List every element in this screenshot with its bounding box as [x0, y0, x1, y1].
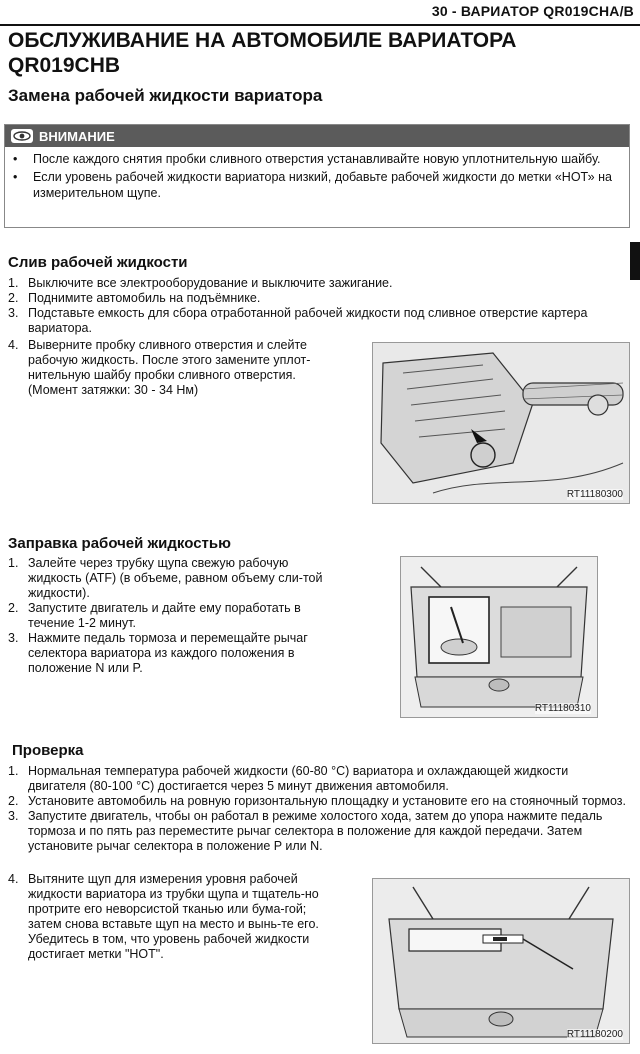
- figure-code: RT11180200: [566, 1029, 623, 1040]
- warning-list: [5, 151, 629, 201]
- drain-steps-full: [8, 276, 628, 336]
- page-header: [0, 0, 640, 26]
- check-section-title: Проверка: [12, 742, 84, 759]
- drain-section-title: Слив рабочей жидкости: [8, 254, 188, 271]
- list-item: 1. Залейте через трубку щупа свежую рабочую жидкость (ATF) (в объеме, равном объему сли-той жидкости).: [8, 556, 323, 600]
- warning-label: ВНИМАНИЕ: [39, 128, 115, 144]
- page-running-head: 30 - ВАРИАТОР QR019CHA/B: [431, 3, 634, 19]
- page-title: ОБСЛУЖИВАНИЕ НА АВТОМОБИЛЕ ВАРИАТОРА QR019CHB: [8, 29, 517, 77]
- warning-box: [4, 124, 630, 228]
- check-steps-full: [8, 764, 626, 854]
- list-item: 2. Запустите двигатель и дайте ему поработать в течение 1-2 минут.: [8, 601, 301, 630]
- list-item: 3. Запустите двигатель, чтобы он работал в режиме холостого хода, затем до упора нажмите педаль тормоза и по пять раз переместите рычаг селектора в положение для каждой передачи. Затем установите рычаг селектора в положение P или N.: [8, 809, 603, 853]
- list-item: 3. Подставьте емкость для сбора отработанной рабочей жидкости под сливное отверстие картера вариатора.: [8, 306, 588, 335]
- transmission-underside-drawing: [373, 343, 629, 503]
- warning-item: • Если уровень рабочей жидкости вариатора низкий, добавьте рабочей жидкости до метки «НОТ» на измерительном щупе.: [13, 170, 612, 200]
- section-subtitle: Замена рабочей жидкости вариатора: [8, 86, 323, 105]
- list-item: 2. Установите автомобиль на ровную горизонтальную площадку и установите его на стояночный тормоз.: [8, 794, 626, 808]
- eye-icon: [11, 129, 33, 143]
- chapter-tab-marker: [630, 242, 640, 280]
- list-item: 4. Вытяните щуп для измерения уровня рабочей жидкости вариатора из трубки щупа и тщатель-но протрите его неворсистой тканью или бума-гой; затем снова вставьте щуп на место и вынь-те его. Убедитесь в том, что уровень рабочей жидкости достигает метки "НОТ".: [8, 872, 319, 961]
- list-item: 4. Выверните пробку сливного отверстия и слейте рабочую жидкость. После этого замените уплот-нительную шайбу пробки сливного отверстия. (Момент затяжки: 30 - 34 Нм): [8, 338, 311, 397]
- dipstick-figure: [372, 878, 630, 1044]
- list-item: 3. Нажмите педаль тормоза и перемещайте рычаг селектора вариатора из каждого положения в положение N или P.: [8, 631, 308, 675]
- warning-header: [5, 125, 629, 147]
- engine-bay-drawing: [401, 557, 597, 717]
- figure-code: RT11180300: [566, 489, 623, 500]
- fill-figure: [400, 556, 598, 718]
- list-item: 1. Выключите все электрооборудование и выключите зажигание.: [8, 276, 393, 290]
- list-item: 1. Нормальная температура рабочей жидкости (60-80 °С) вариатора и охлаждающей жидкости двигателя (80-100 °С) достигается через 5 минут движения автомобиля.: [8, 764, 569, 793]
- fill-steps: [8, 556, 326, 676]
- fill-section-title: Заправка рабочей жидкостью: [8, 535, 231, 552]
- figure-code: RT11180310: [534, 703, 591, 714]
- drain-plug-figure: [372, 342, 630, 504]
- warning-item: • После каждого снятия пробки сливного отверстия устанавливайте новую уплотнительную шайбу.: [13, 152, 601, 166]
- list-item: 2. Поднимите автомобиль на подъёмнике.: [8, 291, 261, 305]
- check-steps-narrow: [8, 872, 340, 962]
- dipstick-drawing: [373, 879, 629, 1043]
- drain-steps-narrow: [8, 338, 348, 398]
